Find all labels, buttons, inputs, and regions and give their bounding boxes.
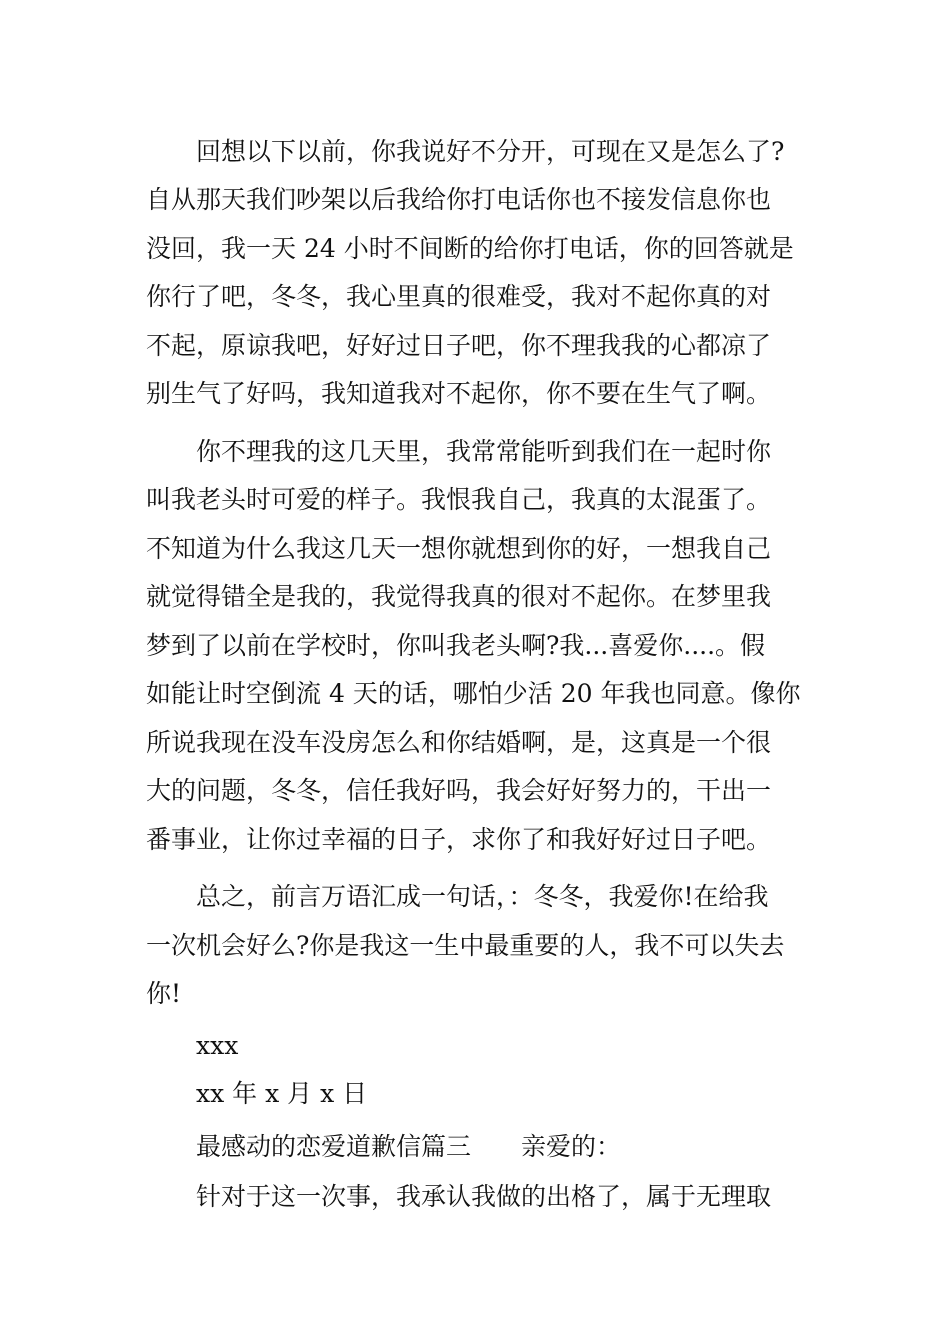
paragraph-2-line-6: 如能让时空倒流 4 天的话，哪怕少活 20 年我也同意。像你 — [146, 679, 801, 708]
paragraph-2-line-9: 番事业，让你过幸福的日子，求你了和我好好过日子吧。 — [146, 825, 772, 854]
letter-3-line-1: 针对于这一次事，我承认我做的出格了，属于无理取 — [196, 1182, 772, 1211]
paragraph-2-line-1: 你不理我的这几天里，我常常能听到我们在一起时你 — [196, 437, 772, 466]
paragraph-1-line-5: 不起，原谅我吧，好好过日子吧，你不理我我的心都凉了 — [146, 331, 772, 360]
paragraph-2-line-3: 不知道为什么我这几天一想你就想到你的好，一想我自己 — [146, 534, 772, 563]
paragraph-2-line-5: 梦到了以前在学校时，你叫我老头啊?我...喜爱你....。假 — [146, 631, 766, 660]
paragraph-2-line-4: 就觉得错全是我的，我觉得我真的很对不起你。在梦里我 — [146, 582, 772, 611]
date: xx 年 x 月 x 日 — [196, 1079, 368, 1108]
paragraph-1-line-4: 你行了吧，冬冬，我心里真的很难受，我对不起你真的对 — [146, 282, 772, 311]
paragraph-3-line-2: 一次机会好么?你是我这一生中最重要的人，我不可以失去 — [146, 931, 785, 960]
paragraph-2-line-7: 所说我现在没车没房怎么和你结婚啊，是，这真是一个很 — [146, 728, 772, 757]
paragraph-1-line-2: 自从那天我们吵架以后我给你打电话你也不接发信息你也 — [146, 185, 772, 214]
section-title: 最感动的恋爱道歉信篇三 — [196, 1132, 472, 1161]
paragraph-2-line-2: 叫我老头时可爱的样子。我恨我自己，我真的太混蛋了。 — [146, 485, 772, 514]
paragraph-1-line-6: 别生气了好吗，我知道我对不起你，你不要在生气了啊。 — [146, 379, 772, 408]
paragraph-2-line-8: 大的问题，冬冬，信任我好吗，我会好好努力的，干出一 — [146, 776, 772, 805]
signature: xxx — [196, 1031, 239, 1060]
paragraph-3-line-1: 总之，前言万语汇成一句话，：冬冬，我爱你!在给我 — [196, 882, 769, 911]
paragraph-1-line-1: 回想以下以前，你我说好不分开，可现在又是怎么了? — [196, 137, 785, 166]
section-heading — [196, 1132, 621, 1162]
paragraph-1-line-3: 没回，我一天 24 小时不间断的给你打电话，你的回答就是 — [146, 234, 794, 263]
salutation: 亲爱的： — [521, 1132, 622, 1161]
paragraph-3-line-3: 你! — [146, 979, 182, 1008]
